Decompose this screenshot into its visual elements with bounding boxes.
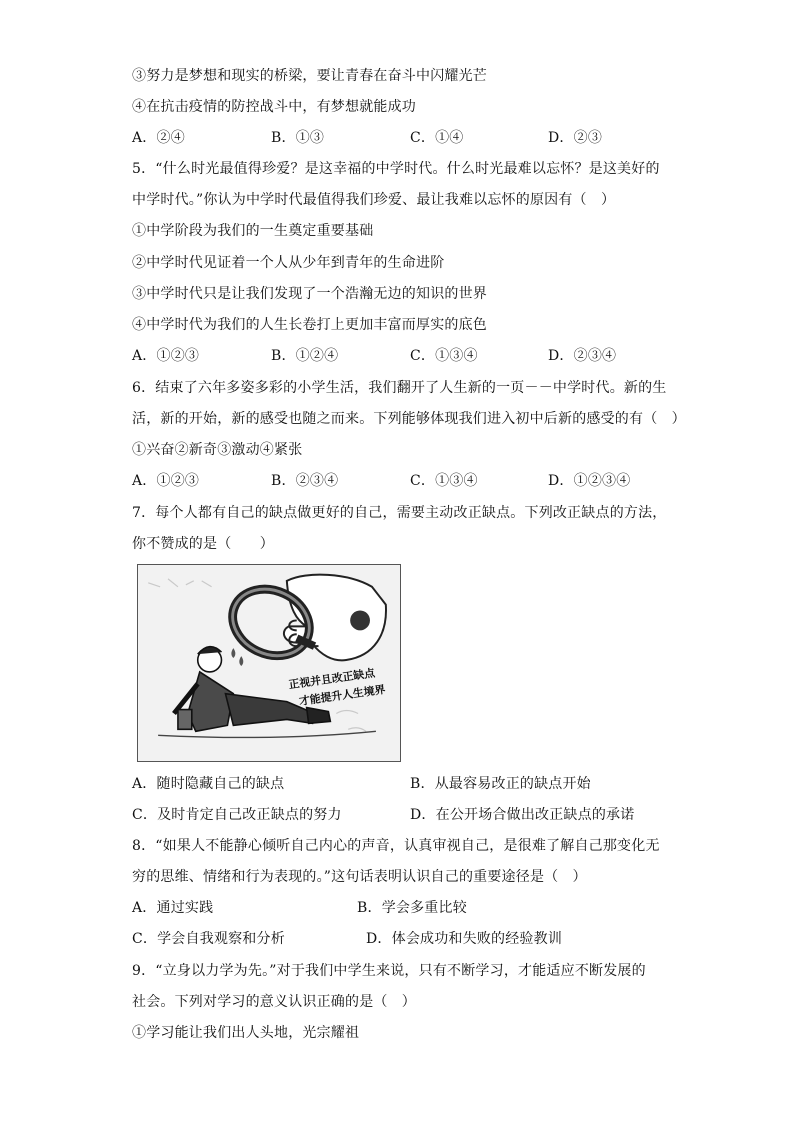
cuff-button-shape: [350, 611, 370, 631]
q4-option-b[interactable]: B．①③: [271, 130, 325, 146]
q5-option-d[interactable]: D．②③④: [548, 348, 617, 364]
statement-4: ④在抗击疫情的防控战斗中，有梦想就能成功: [132, 99, 416, 115]
q6-stem-line-1: 6．结束了六年多姿多彩的小学生活，我们翻开了人生新的一页－－中学时代。新的生: [132, 380, 667, 396]
q6-statements: ①兴奋②新奇③激动④紧张: [132, 442, 303, 458]
q6-stem-line-2: 活，新的开始，新的感受也随之而来。下列能够体现我们进入初中后新的感受的有（ ）: [132, 411, 686, 427]
q6-option-a[interactable]: A．①②③: [132, 473, 200, 489]
magnifier-cartoon: [138, 565, 400, 761]
q9-statement-1: ①学习能让我们出人头地，光宗耀祖: [132, 1025, 360, 1041]
q5-option-a[interactable]: A．①②③: [132, 348, 200, 364]
q9-stem-line-2: 社会。下列对学习的意义认识正确的是（ ）: [132, 994, 416, 1010]
q7-option-a[interactable]: A．随时隐藏自己的缺点: [132, 776, 285, 792]
q4-option-c[interactable]: C．①④: [410, 130, 464, 146]
figure-caption-line-1: 正视并且改正缺点: [287, 666, 376, 692]
q5-statement-4: ④中学时代为我们的人生长卷打上更加丰富而厚实的底色: [132, 317, 487, 333]
q7-stem-line-1: 7．每个人都有自己的缺点做更好的自己，需要主动改正缺点。下列改正缺点的方法，: [132, 505, 667, 521]
q8-option-b[interactable]: B．学会多重比较: [357, 900, 467, 916]
q9-stem-line-1: 9．“立身以力学为先。”对于我们中学生来说，只有不断学习，才能适应不断发展的: [132, 963, 646, 979]
q4-option-a[interactable]: A．②④: [132, 130, 185, 146]
q8-stem-line-2: 穷的思维、情绪和行为表现的。”这句话表明认识自己的重要途径是（ ）: [132, 869, 587, 885]
q7-option-d[interactable]: D．在公开场合做出改正缺点的承诺: [410, 807, 635, 823]
q5-statement-2: ②中学时代见证着一个人从少年到青年的生命进阶: [132, 255, 445, 271]
q5-stem-line-2: 中学时代。”你认为中学时代最值得我们珍爱、最让我难以忘怀的原因有（ ）: [132, 192, 616, 208]
q6-option-c[interactable]: C．①③④: [410, 473, 478, 489]
q5-statement-1: ①中学阶段为我们的一生奠定重要基础: [132, 223, 374, 239]
q8-stem-line-1: 8．“如果人不能静心倾听自己内心的声音，认真审视自己，是很难了解自己那变化无: [132, 838, 660, 854]
q7-option-c[interactable]: C．及时肯定自己改正缺点的努力: [132, 807, 342, 823]
cartoon-figure: [137, 564, 401, 762]
q7-stem-line-2: 你不赞成的是（ ）: [132, 536, 274, 552]
q8-option-a[interactable]: A．通过实践: [132, 900, 214, 916]
figure-caption-line-2: 才能提升人生境界: [298, 682, 387, 708]
q4-option-d[interactable]: D．②③: [548, 130, 603, 146]
q6-option-d[interactable]: D．①②③④: [548, 473, 631, 489]
q5-statement-3: ③中学时代只是让我们发现了一个浩瀚无边的知识的世界: [132, 286, 487, 302]
q5-option-c[interactable]: C．①③④: [410, 348, 478, 364]
q8-option-c[interactable]: C．学会自我观察和分析: [132, 931, 285, 947]
q7-option-b[interactable]: B．从最容易改正的缺点开始: [410, 776, 591, 792]
q5-option-b[interactable]: B．①②④: [271, 348, 339, 364]
q8-option-d[interactable]: D．体会成功和失败的经验教训: [366, 931, 563, 947]
q6-option-b[interactable]: B．②③④: [271, 473, 339, 489]
q5-stem-line-1: 5．“什么时光最值得珍爱？是这幸福的中学时代。什么时光最难以忘怀？是这美好的: [132, 161, 660, 177]
statement-3: ③努力是梦想和现实的桥梁，要让青春在奋斗中闪耀光芒: [132, 68, 487, 84]
